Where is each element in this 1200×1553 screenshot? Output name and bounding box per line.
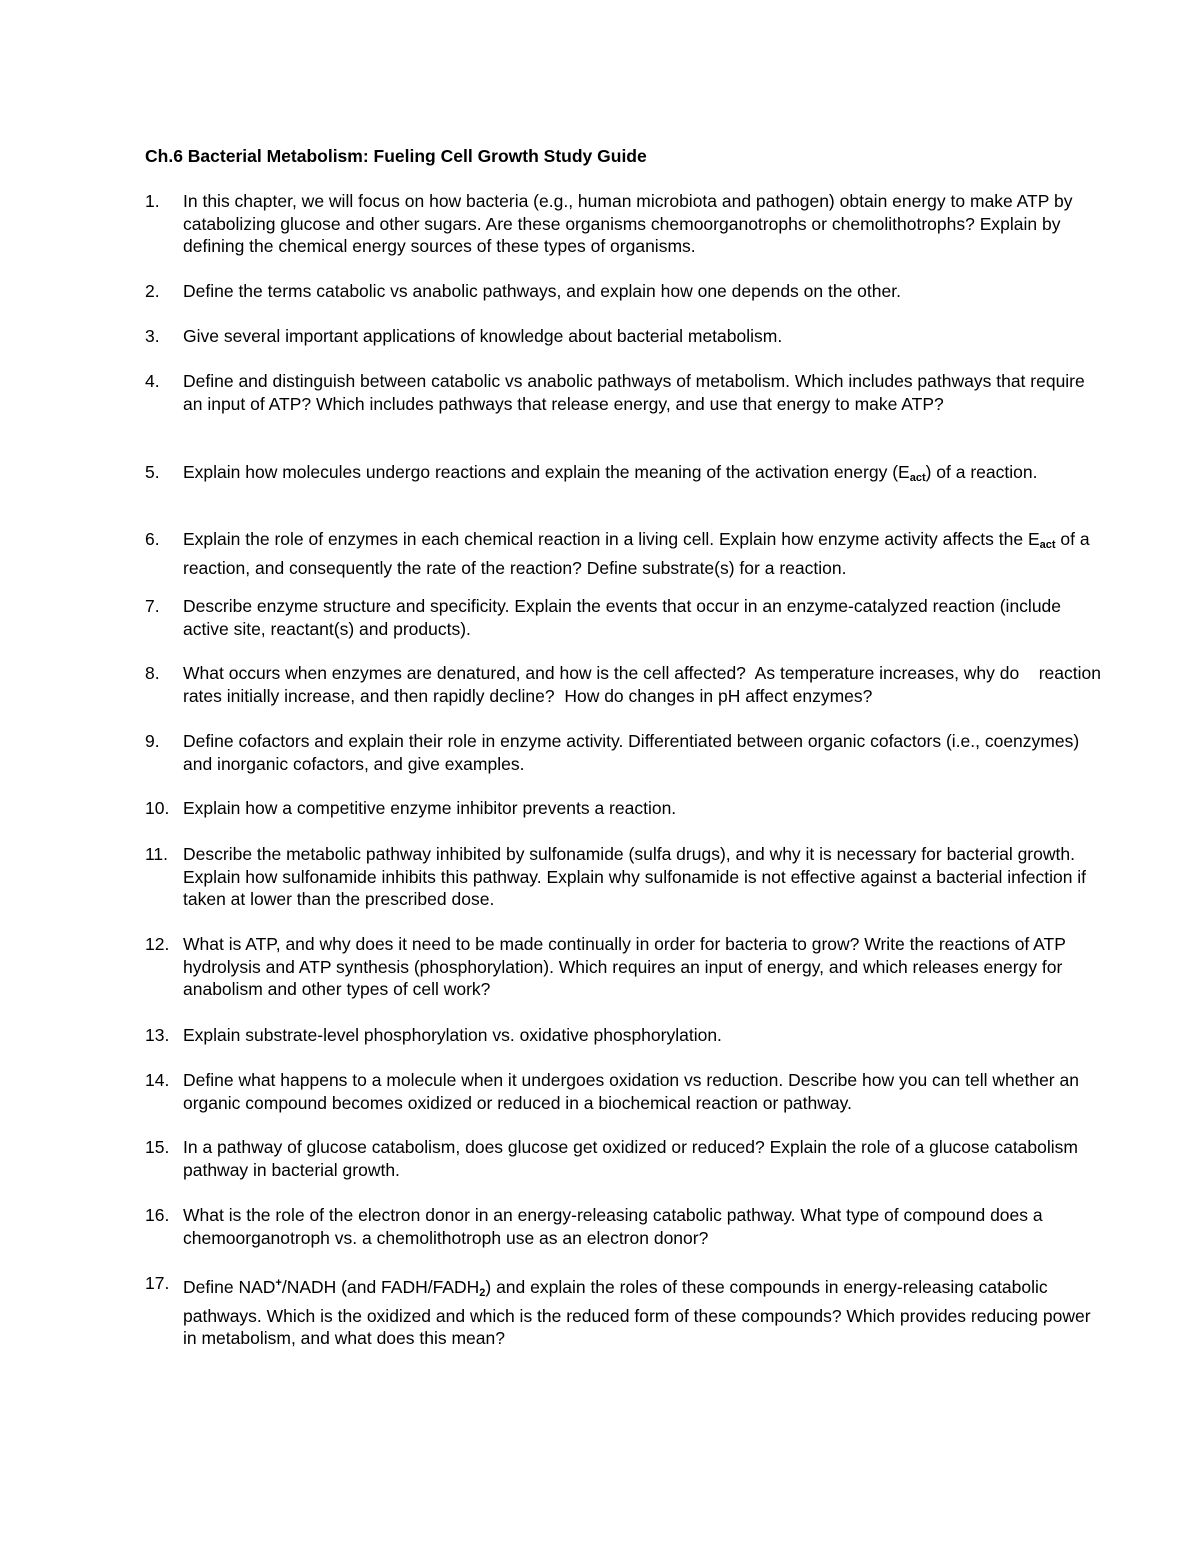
question-13 <box>145 1024 1105 1047</box>
question-number: 11. <box>145 844 169 864</box>
question-number: 9. <box>145 731 160 751</box>
question-6 <box>145 528 1105 579</box>
question-text-part: ) and explain the roles of these compounds in energy-releasing catabolic pathways. Which is the oxidized and which is the reduced form of these compounds? Which provides reducing power in metabolism, and what does this mean? <box>183 1277 1091 1349</box>
question-number: 10. <box>145 798 170 818</box>
question-11 <box>145 843 1105 911</box>
question-number: 17. <box>145 1273 170 1293</box>
question-number: 13. <box>145 1025 170 1045</box>
page-title: Ch.6 Bacterial Metabolism: Fueling Cell Growth Study Guide <box>145 146 647 166</box>
question-text-part: ) of a reaction. <box>925 462 1038 482</box>
question-text <box>183 528 1105 579</box>
question-number: 1. <box>145 191 160 211</box>
question-text-part: Define NAD <box>183 1277 276 1297</box>
question-17 <box>145 1272 1105 1350</box>
question-text <box>183 1272 1105 1350</box>
question-number: 2. <box>145 281 160 301</box>
question-number: 8. <box>145 663 160 683</box>
question-text-part: of a reaction, and consequently the rate of the reaction? Define substrate(s) for a reaction. <box>183 529 1090 578</box>
question-text: Define cofactors and explain their role in enzyme activity. Differentiated between organic cofactors (i.e., coenzymes) and inorganic cofactors, and give examples. <box>183 731 1080 774</box>
question-text: Describe the metabolic pathway inhibited by sulfonamide (sulfa drugs), and why it is necessary for bacterial growth. Explain how sulfonamide inhibits this pathway. Explain why sulfonamide is not effective against a bacterial infection if taken at lower than the prescribed dose. <box>183 844 1087 910</box>
question-text: Define the terms catabolic vs anabolic pathways, and explain how one depends on the other. <box>183 281 901 301</box>
question-2 <box>145 280 1105 303</box>
question-12 <box>145 933 1105 1001</box>
subscript-2: 2 <box>479 1287 486 1299</box>
question-text: Describe enzyme structure and specificity. Explain the events that occur in an enzyme-catalyzed reaction (include active site, reactant(s) and products). <box>183 596 1062 639</box>
question-14 <box>145 1069 1105 1114</box>
superscript-plus: + <box>275 1277 282 1289</box>
question-text: Explain how a competitive enzyme inhibitor prevents a reaction. <box>183 798 677 818</box>
question-8 <box>145 662 1105 707</box>
question-text: What occurs when enzymes are denatured, and how is the cell affected? As temperature increases, why do reaction rates initially increase, and then rapidly decline? How do changes in pH affect enzymes? <box>183 663 1106 706</box>
question-text-part: Explain how molecules undergo reactions and explain the meaning of the activation energy (E <box>183 462 910 482</box>
question-text-part: Explain the role of enzymes in each chemical reaction in a living cell. Explain how enzyme activity affects the E <box>183 529 1040 549</box>
question-text <box>183 461 1105 490</box>
question-16 <box>145 1204 1105 1249</box>
question-number: 14. <box>145 1070 170 1090</box>
question-number: 4. <box>145 371 160 391</box>
question-number: 7. <box>145 596 160 616</box>
question-4 <box>145 370 1105 415</box>
question-text-part: /NADH (and FADH/FADH <box>281 1277 480 1297</box>
question-15 <box>145 1136 1105 1181</box>
question-9 <box>145 730 1105 775</box>
question-text: Give several important applications of knowledge about bacterial metabolism. <box>183 326 783 346</box>
question-text: Define what happens to a molecule when it undergoes oxidation vs reduction. Describe how you can tell whether an organic compound becomes oxidized or reduced in a biochemical reaction or pathway. <box>183 1070 1079 1113</box>
question-text: Define and distinguish between catabolic vs anabolic pathways of metabolism. Which includes pathways that require an input of ATP? Which includes pathways that release energy, and use that energy to make ATP? <box>183 371 1085 414</box>
question-number: 6. <box>145 529 160 549</box>
question-number: 16. <box>145 1205 170 1225</box>
question-5 <box>145 461 1105 490</box>
question-text: What is ATP, and why does it need to be made continually in order for bacteria to grow? Write the reactions of ATP hydrolysis and ATP synthesis (phosphorylation). Which requires an input of energy, and which releases energy for anabolism and other types of cell work? <box>183 934 1066 1000</box>
question-10 <box>145 797 1105 820</box>
question-text: In a pathway of glucose catabolism, does glucose get oxidized or reduced? Explain the role of a glucose catabolism pathway in bacterial growth. <box>183 1137 1078 1180</box>
question-number: 12. <box>145 934 170 954</box>
question-text: Explain substrate-level phosphorylation vs. oxidative phosphorylation. <box>183 1025 722 1045</box>
subscript-act: act <box>909 472 926 484</box>
subscript-act: act <box>1039 539 1056 551</box>
question-3 <box>145 325 1105 348</box>
question-text: What is the role of the electron donor in an energy-releasing catabolic pathway. What type of compound does a chemoorganotroph vs. a chemolithotroph use as an electron donor? <box>183 1205 1043 1248</box>
question-number: 3. <box>145 326 160 346</box>
question-text: In this chapter, we will focus on how bacteria (e.g., human microbiota and pathogen) obtain energy to make ATP by catabolizing glucose and other sugars. Are these organisms chemoorganotrophs or chemolithotrophs? Explain by defining the chemical energy sources of these types of organisms. <box>183 191 1073 257</box>
question-number: 15. <box>145 1137 170 1157</box>
question-7 <box>145 595 1105 640</box>
question-number: 5. <box>145 462 160 482</box>
question-1 <box>145 190 1105 258</box>
